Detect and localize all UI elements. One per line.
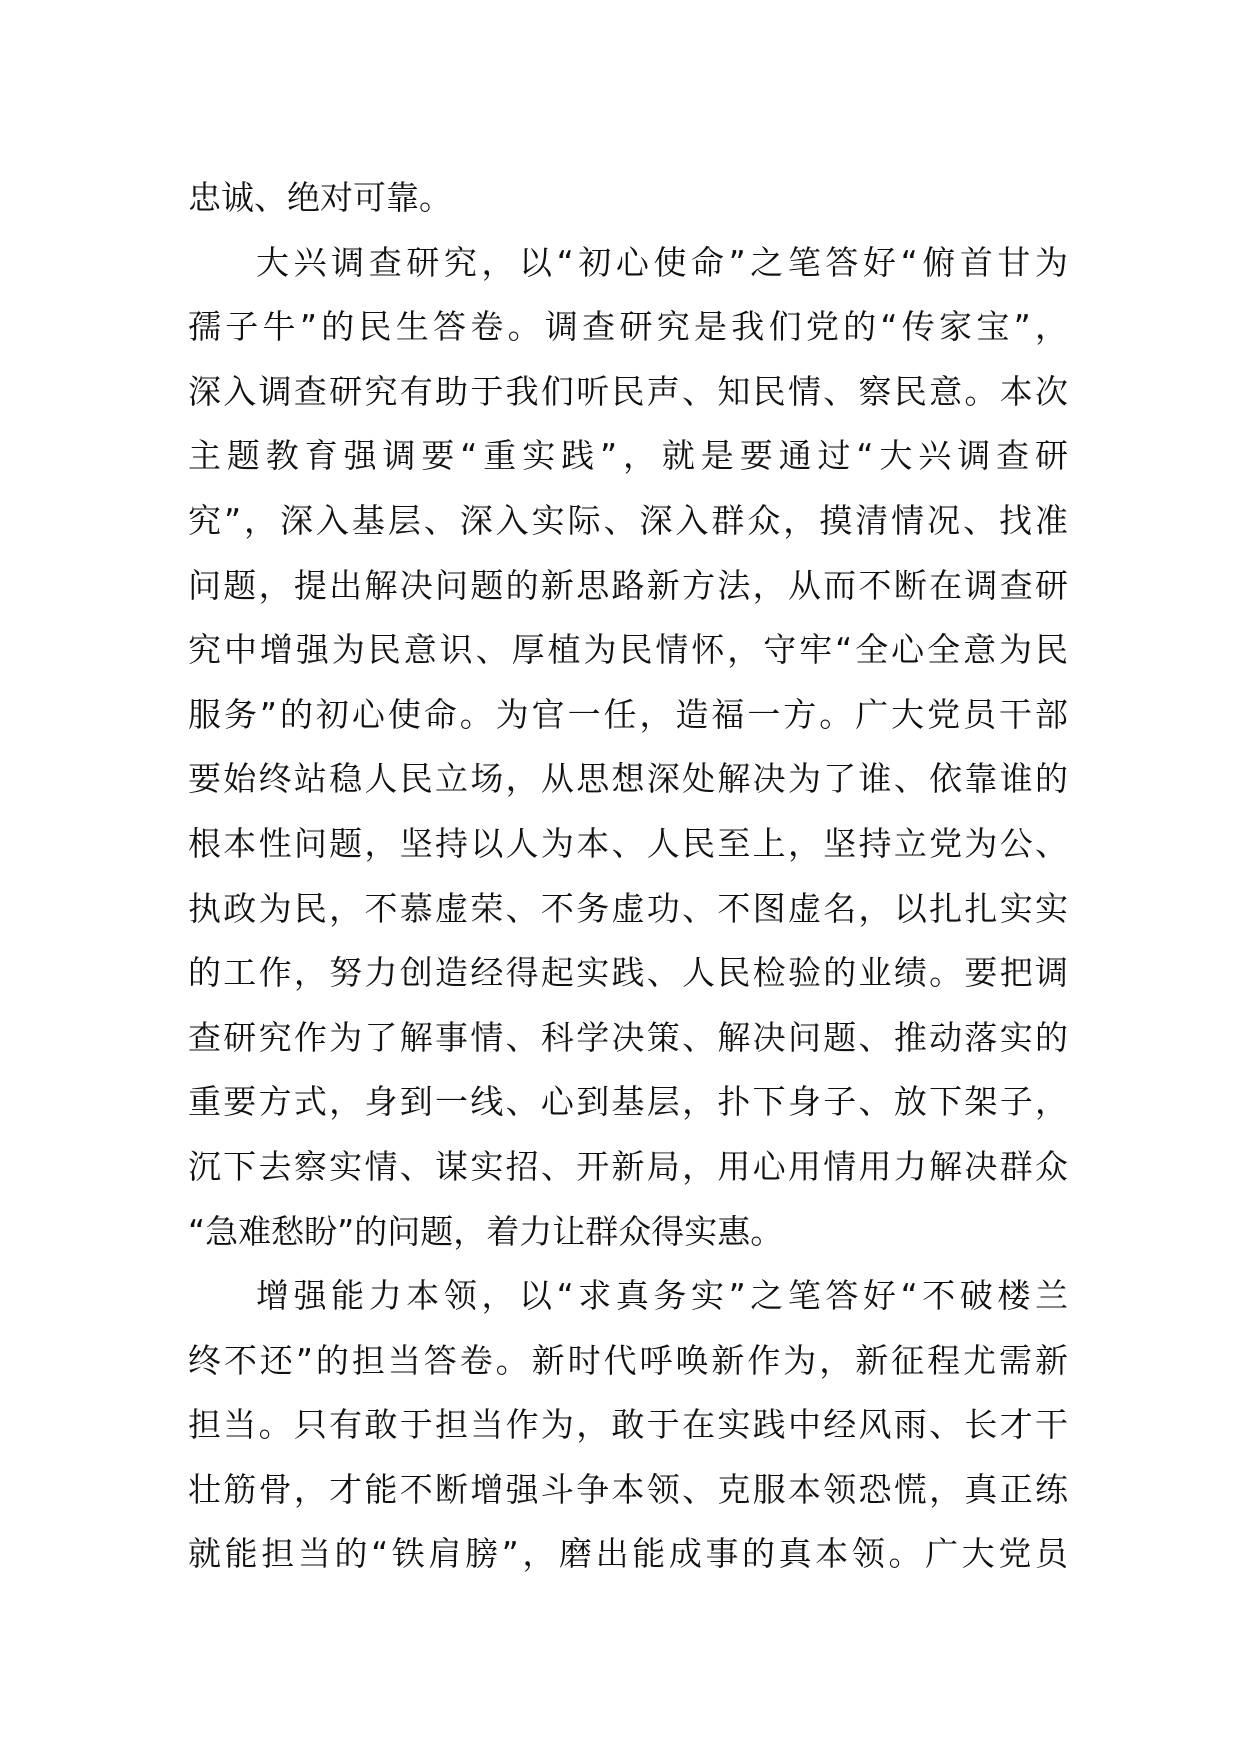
text-line: 大兴调查研究，以“初心使命”之笔答好“俯首甘为	[256, 242, 1068, 282]
text-line: 担当。只有敢于担当作为，敢于在实践中经风雨、长才干	[188, 1405, 1068, 1445]
text-line: 执政为民，不慕虚荣、不务虚功、不图虚名，以扎扎实实	[188, 888, 1068, 928]
text-line: 究中增强为民意识、厚植为民情怀，守牢“全心全意为民	[188, 630, 1068, 670]
text-line: 的工作，努力创造经得起实践、人民检验的业绩。要把调	[188, 953, 1068, 993]
text-line: 要始终站稳人民立场，从思想深处解决为了谁、依靠谁的	[188, 759, 1068, 799]
text-line: 孺子牛”的民生答卷。调查研究是我们党的“传家宝”，	[188, 307, 1068, 347]
text-line: 主题教育强调要“重实践”，就是要通过“大兴调查研	[188, 436, 1068, 476]
text-line: 沉下去察实情、谋实招、开新局，用心用情用力解决群众	[188, 1146, 1068, 1186]
text-line: 忠诚、绝对可靠。	[188, 178, 452, 217]
text-line: “急难愁盼”的问题，着力让群众得实惠。	[188, 1211, 784, 1251]
text-line: 究”，深入基层、深入实际、深入群众，摸清情况、找准	[188, 500, 1068, 540]
body-text	[188, 166, 1068, 1587]
text-line: 深入调查研究有助于我们听民声、知民情、察民意。本次	[188, 371, 1068, 411]
text-line: 增强能力本领，以“求真务实”之笔答好“不破楼兰	[256, 1276, 1068, 1316]
text-line: 根本性问题，坚持以人为本、人民至上，坚持立党为公、	[188, 823, 1068, 863]
text-line: 问题，提出解决问题的新思路新方法，从而不断在调查研	[188, 565, 1068, 605]
text-line: 壮筋骨，才能不断增强斗争本领、克服本领恐慌，真正练	[188, 1469, 1068, 1509]
text-line: 就能担当的“铁肩膀”，磨出能成事的真本领。广大党员	[188, 1534, 1068, 1574]
text-line: 重要方式，身到一线、心到基层，扑下身子、放下架子，	[188, 1082, 1068, 1122]
text-line: 终不还”的担当答卷。新时代呼唤新作为，新征程尤需新	[188, 1340, 1068, 1380]
text-line: 查研究作为了解事情、科学决策、解决问题、推动落实的	[188, 1017, 1068, 1057]
text-line: 服务”的初心使命。为官一任，造福一方。广大党员干部	[188, 694, 1068, 734]
